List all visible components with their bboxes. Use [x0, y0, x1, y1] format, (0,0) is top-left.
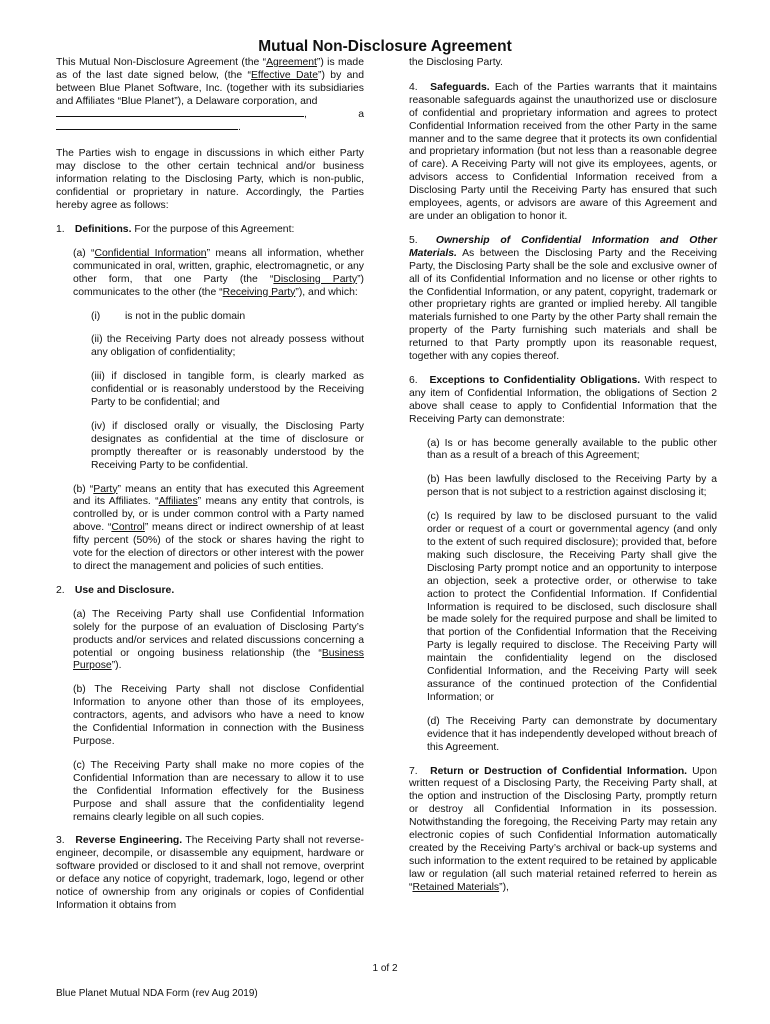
clause-text: ” means all information, whether communicated in oral, written, graphic, electromagnetic, or any other form, that one Party (the “	[73, 247, 365, 285]
clause-text: (b) “	[73, 483, 94, 495]
intro-text: This Mutual Non-Disclosure Agreement (the “	[56, 57, 267, 68]
defined-term: Control	[111, 522, 145, 534]
definition-a	[73, 248, 364, 300]
defined-term: Confidential Information	[94, 247, 207, 259]
definition-a-iii: (iii) if disclosed in tangible form, is clearly marked as confidential or is reasonably understood by the Receiving Party to be confidential; and	[91, 371, 364, 409]
page-title: Mutual Non-Disclosure Agreement	[258, 38, 512, 55]
section-6	[409, 375, 717, 427]
section-text: The Receiving Party shall not reverse-engineer, decompile, or disassemble any equipment, hardware or software provided or disclosed to it and shall not remove, overprint or deface any notice of copyright, trademark, logo, legend or other notice of ownership from any originals or copies of Confidential Information it obtains from	[56, 835, 364, 911]
section-text: Upon written request of a Disclosing Party, the Receiving Party shall, at the option and instruction of the Disclosing Party, promptly return or destroy all Confidential Information in its possession. Notwithstanding the foregoing, the Receiving Party may retain any electronic copies of such Confidential Information automatically created by the Receiving Party’s archival or back-up systems and such information to the extent required to be retained by applicable law or regulation (all such material retained referred to herein as “	[409, 765, 718, 893]
section-number: 5.	[409, 234, 418, 246]
page-number: 1 of 2	[372, 963, 398, 974]
recitals-paragraph: The Parties wish to engage in discussions in which either Party may disclose to the other certain technical and/or business information relating to the Disclosing Party, which is non-public, confidential or proprietary in nature. Accordingly, the Parties hereby agree as follows:	[56, 148, 364, 212]
item-number: (i)	[91, 310, 101, 322]
section-number: 2.	[56, 584, 65, 596]
section-number: 1.	[56, 223, 65, 235]
section-title: Use and Disclosure.	[74, 584, 175, 596]
intro-paragraph	[56, 57, 364, 134]
clause-text: ” means direct or indirect ownership of at least fifty percent (50%) of the stock or shares having the right to vote for the election of directors or other interest with the power to direct the management and policies of such entities.	[73, 522, 364, 572]
section-number: 6.	[409, 374, 418, 386]
section-title: Definitions.	[74, 223, 132, 235]
clause-text: (a) “	[73, 247, 95, 259]
section-3	[56, 835, 364, 912]
intro-text: ”) by and between Blue Planet Software, Inc. (together with its subsidiaries and Affiliates “Blue Planet”), a Delaware corporation, and	[56, 69, 364, 107]
party-name-blank-line[interactable]	[56, 116, 304, 117]
clause-text: ”), and which:	[295, 286, 358, 298]
clause-text: ”) communicates to the other (the “	[73, 273, 364, 298]
defined-term: Business Purpose	[73, 647, 364, 672]
section-text: With respect to any item of Confidential Information, the obligations of Section 2 above shall cease to apply to Confidential Information that the Receiving Party can demonstrate:	[409, 374, 717, 425]
definition-a-iv: (iv) if disclosed orally or visually, the Disclosing Party designates as confidential at the time of disclosure or promptly thereafter or is reasonably understood by the Receiving Party to be confidential.	[91, 420, 364, 471]
intro-text: , a	[304, 108, 364, 120]
section-text: For the purpose of this Agreement:	[131, 223, 295, 235]
section-7	[409, 766, 717, 895]
right-column	[409, 57, 717, 906]
section-title: Safeguards.	[430, 81, 490, 93]
defined-term-agreement: Agreement	[266, 57, 317, 68]
section-text: As between the Disclosing Party and the Receiving Party, the Disclosing Party shall be the sole and exclusive owner of all of its Confidential Information and no license or other rights to the Confidential Information, or any patent, copyright, trademark or other proprietary rights are granted or implied hereby. All tangible materials furnished to one Party by the other Party shall remain the property of the Party furnishing such materials and shall be returned to that Party promptly upon its reasonable request, together with any copies thereof.	[409, 247, 717, 363]
section-3-continued: the Disclosing Party.	[409, 57, 503, 68]
definition-b	[73, 484, 364, 574]
use-clause-c: (c) The Receiving Party shall make no more copies of the Confidential Information than are necessary to allow it to use the Confidential Information effectively for the Business Purpose and shall assure that the confidentiality legend remains clearly legible on all such copies.	[73, 759, 364, 823]
defined-term: Party	[93, 483, 118, 495]
section-title: Reverse Engineering.	[75, 835, 183, 847]
exception-d: (d) The Receiving Party can demonstrate by documentary evidence that it has independently developed without breach of this Agreement.	[427, 715, 717, 753]
section-5	[409, 235, 717, 364]
exception-a: (a) Is or has become generally available to the public other than as a result of a breach of this Agreement;	[427, 437, 717, 462]
use-clause-a	[73, 609, 364, 674]
clause-text: ”).	[111, 660, 122, 672]
defined-term-effective-date: Effective Date	[250, 69, 318, 81]
party-type-blank-line[interactable]	[56, 129, 238, 130]
section-number: 4.	[409, 81, 418, 93]
section-title: Exceptions to Confidentiality Obligations.	[429, 374, 641, 386]
definition-a-i	[91, 311, 364, 324]
section-1-heading	[56, 224, 364, 237]
definition-a-ii: (ii) the Receiving Party does not already possess without any obligation of confidentiality;	[91, 334, 364, 359]
exception-c: (c) Is required by law to be disclosed pursuant to the valid order or request of a court or governmental agency (and only to the extent of such required disclosure); provided that, before making such disclosure, the Receiving Party shall give the Disclosing Party prompt notice and an opportunity to interpose an objection, seek a protective order, or otherwise to take action to protect the Confidential Information. If Confidential Information is required to be disclosed, such disclosure shall be made solely for the required purpose and shall be limited to that portion of the Confidential Information that the Receiving Party is legally required to disclose. The Receiving Party will maintain the confidentiality legend on the disclosed Confidential Information, and the Receiving Party will seek assurance of the continued protection of the Confidential Information; or	[427, 511, 717, 703]
defined-term: Disclosing Party	[273, 273, 358, 285]
clause-text: ” means any entity that controls, is controlled by, or is under common control with a Party named above. “	[73, 496, 364, 534]
defined-term: Receiving Party	[222, 286, 296, 298]
section-4	[409, 82, 717, 224]
intro-text: .	[238, 121, 241, 133]
intro-text: ”) is made as of the last date signed below, (the “	[56, 57, 364, 81]
item-text: is not in the public domain	[125, 310, 246, 322]
left-column	[56, 57, 364, 924]
section-number: 3.	[56, 835, 65, 847]
clause-text: ” means an entity that has executed this Agreement and its Affiliates. “	[73, 483, 364, 508]
section-2-heading	[56, 585, 364, 598]
defined-term: Affiliates	[158, 496, 198, 508]
defined-term-retained-materials: Retained Materials	[412, 881, 500, 893]
section-text: Each of the Parties warrants that it maintains reasonable safeguards against the unauthorized use or disclosure of confidential and proprietary information and agrees to protect Confidential Information received from the other Party in the same manner and to the same degree that it protects its own confidential and proprietary information (but not less than a reasonable degree of care). A Receiving Party will not give its employees, agents, or advisors access to Confidential Information received from a Disclosing Party until the Receiving Party has ensured that such employees, agents, or advisors are aware of this Agreement and are under an obligation to honor it.	[409, 81, 717, 222]
form-footer: Blue Planet Mutual NDA Form (rev Aug 2019)	[56, 988, 258, 999]
section-title: Ownership of Confidential Information and Other Materials.	[409, 234, 717, 259]
use-clause-b: (b) The Receiving Party shall not disclose Confidential Information to anyone other than those of its employees, contractors, agents, and advisors who have a need to know the Confidential Information in connection with the Business Purpose.	[73, 684, 364, 747]
exception-b: (b) Has been lawfully disclosed to the Receiving Party by a person that is not subject to a restriction against disclosing it;	[427, 474, 717, 499]
clause-text: (a) The Receiving Party shall use Confidential Information solely for the purpose of an evaluation of Disclosing Party’s products and/or services and related discussions concerning a potential or ongoing business relationship (the “	[73, 608, 364, 659]
section-number: 7.	[409, 765, 418, 777]
section-text: ”),	[499, 881, 509, 893]
section-title: Return or Destruction of Confidential Information.	[430, 765, 688, 777]
